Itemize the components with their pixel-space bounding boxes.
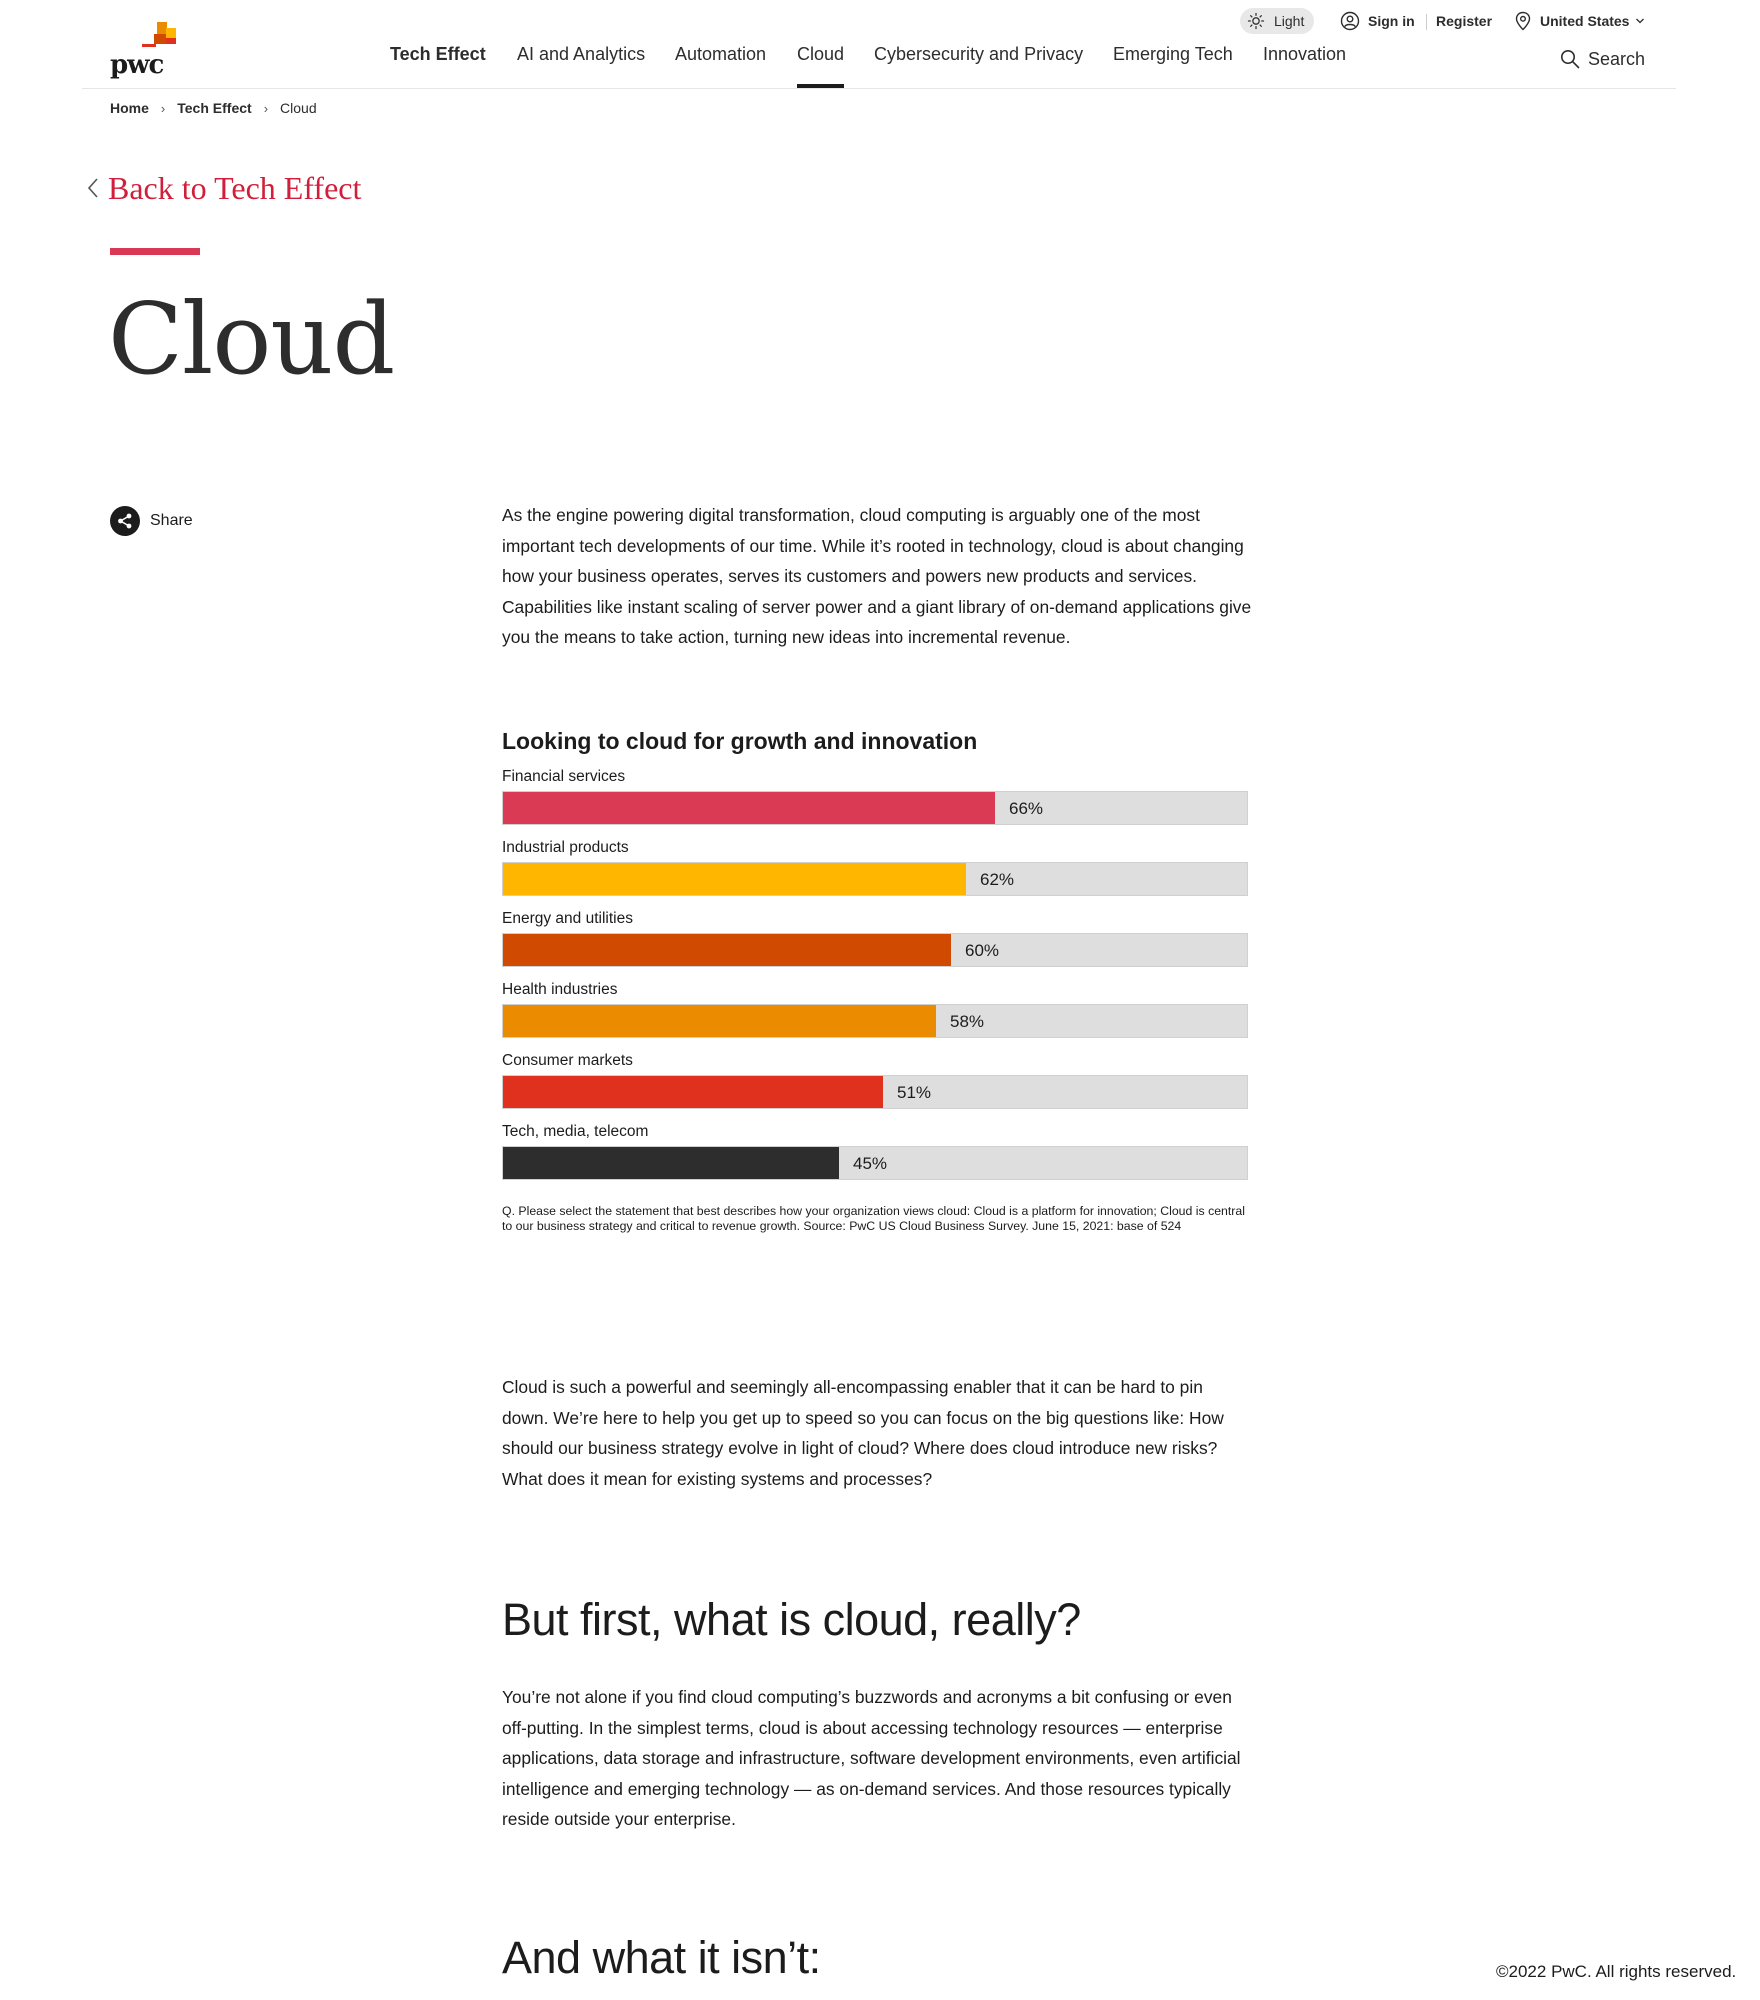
bar — [503, 1076, 883, 1108]
logo-block — [166, 28, 176, 38]
bar-category-label: Tech, media, telecom — [502, 1123, 649, 1140]
bar-track — [502, 933, 1248, 967]
bar-value-label: 66% — [1009, 799, 1044, 818]
breadcrumb-separator: › — [263, 100, 269, 116]
share-label: Share — [150, 512, 193, 529]
bar-category-label: Consumer markets — [502, 1052, 633, 1069]
title-accent-bar — [110, 248, 200, 255]
bar-category-label: Financial services — [502, 768, 626, 785]
location-pin-icon — [1514, 11, 1532, 31]
breadcrumb-separator: › — [160, 100, 166, 116]
search-label: Search — [1588, 48, 1646, 69]
region-selector[interactable] — [1514, 8, 1645, 34]
body-paragraph: You’re not alone if you find cloud computing’s buzzwords and acronyms a bit confusing or even off-putting. In the simplest terms, cloud is about accessing technology resources — enterprise applications, data storage and infrastructure, software development environments, even artificial intelligence and emerging technology — as on-demand services. And those resources typically reside outside your enterprise. — [502, 1687, 1241, 1829]
bar-value-label: 51% — [897, 1083, 932, 1102]
nav-item-ai-analytics[interactable]: AI and Analytics — [517, 44, 646, 64]
region-label: United States — [1540, 13, 1630, 29]
section-heading: But first, what is cloud, really? — [502, 1594, 1081, 1645]
bar-row — [502, 981, 1248, 1049]
breadcrumb-current: Cloud — [280, 100, 317, 116]
bar-row — [502, 768, 1248, 836]
search-icon — [1560, 49, 1580, 69]
bar-row — [502, 910, 1248, 978]
bar-track — [502, 1146, 1248, 1180]
chevron-down-icon — [1635, 17, 1645, 25]
bar-category-label: Industrial products — [502, 839, 629, 856]
bar-value-label: 58% — [950, 1012, 985, 1031]
logo-wordmark: pwc — [110, 50, 164, 80]
chart-source-note: Q. Please select the statement that best describes how your organization views cloud: Cloud is a platform for innovation; Cloud is central to our business strategy and critical to revenue growth. Source: PwC US Cloud Business Survey. June 15, 2021: base of 524 — [502, 1204, 1245, 1233]
bar-value-label: 62% — [980, 870, 1015, 889]
share-button[interactable] — [110, 506, 193, 536]
utility-bar — [0, 8, 1760, 36]
bar-value-label: 45% — [853, 1154, 888, 1173]
bar — [503, 1005, 936, 1037]
bar-category-label: Health industries — [502, 981, 618, 998]
nav-item-innovation[interactable]: Innovation — [1263, 44, 1347, 64]
theme-toggle-label: Light — [1274, 13, 1305, 29]
breadcrumb — [110, 98, 317, 118]
bar — [503, 863, 966, 895]
intro-paragraph: As the engine powering digital transformation, cloud computing is arguably one of the most important tech developments of our time. While it’s rooted in technology, cloud is about changing how your business operates, serves its customers and powers new products and services. Capabilities like instant scaling of server power and a giant library of on-demand applications give you the means to take action, turning new ideas into incremental revenue. — [502, 505, 1252, 647]
logo-block — [154, 34, 166, 44]
back-to-tech-effect-link[interactable] — [86, 168, 361, 208]
breadcrumb-home[interactable]: Home — [110, 100, 149, 116]
theme-toggle[interactable] — [1240, 8, 1314, 34]
nav-item-automation[interactable]: Automation — [675, 44, 767, 64]
share-icon — [110, 506, 140, 536]
bar-row — [502, 1123, 1248, 1191]
bar-row — [502, 839, 1248, 907]
sign-in-link[interactable] — [1340, 8, 1415, 34]
page-title: Cloud — [108, 283, 395, 397]
bar — [503, 792, 995, 824]
copyright-text: ©2022 PwC. All rights reserved. — [1496, 1962, 1737, 1981]
nav-item-cloud[interactable]: Cloud — [797, 44, 844, 90]
sun-icon — [1247, 12, 1265, 30]
header-divider — [82, 88, 1676, 89]
utility-separator — [1426, 14, 1427, 30]
register-link[interactable]: Register — [1436, 13, 1493, 29]
back-link-label: Back to Tech Effect — [108, 169, 362, 206]
bar-value-label: 60% — [965, 941, 1000, 960]
sign-in-label: Sign in — [1368, 13, 1415, 29]
nav-item-emerging-tech[interactable]: Emerging Tech — [1113, 44, 1233, 64]
bar — [503, 934, 951, 966]
bar-category-label: Energy and utilities — [502, 910, 633, 927]
nav-item-tech-effect[interactable]: Tech Effect — [390, 44, 486, 64]
bar-track — [502, 1004, 1248, 1038]
search-button[interactable] — [1560, 44, 1645, 74]
section-heading: And what it isn’t: — [502, 1932, 821, 1983]
body-paragraph: Cloud is such a powerful and seemingly all-encompassing enabler that it can be hard to pin down. We’re here to help you get up to speed so you can focus on the big questions like: How should our business strategy evolve in light of cloud? Where does cloud introduce new risks? What does it mean for existing systems and processes? — [502, 1377, 1224, 1489]
main-nav — [0, 44, 1760, 90]
nav-item-cybersecurity[interactable]: Cybersecurity and Privacy — [874, 44, 1084, 64]
bar-track — [502, 862, 1248, 896]
bar-track — [502, 791, 1248, 825]
bar-chart — [502, 768, 1248, 1188]
bar-row — [502, 1052, 1248, 1120]
user-icon — [1340, 11, 1360, 31]
bar — [503, 1147, 839, 1179]
bar-track — [502, 1075, 1248, 1109]
chevron-left-icon — [86, 177, 100, 199]
breadcrumb-tech-effect[interactable]: Tech Effect — [177, 100, 252, 116]
chart-title: Looking to cloud for growth and innovation — [502, 728, 978, 754]
